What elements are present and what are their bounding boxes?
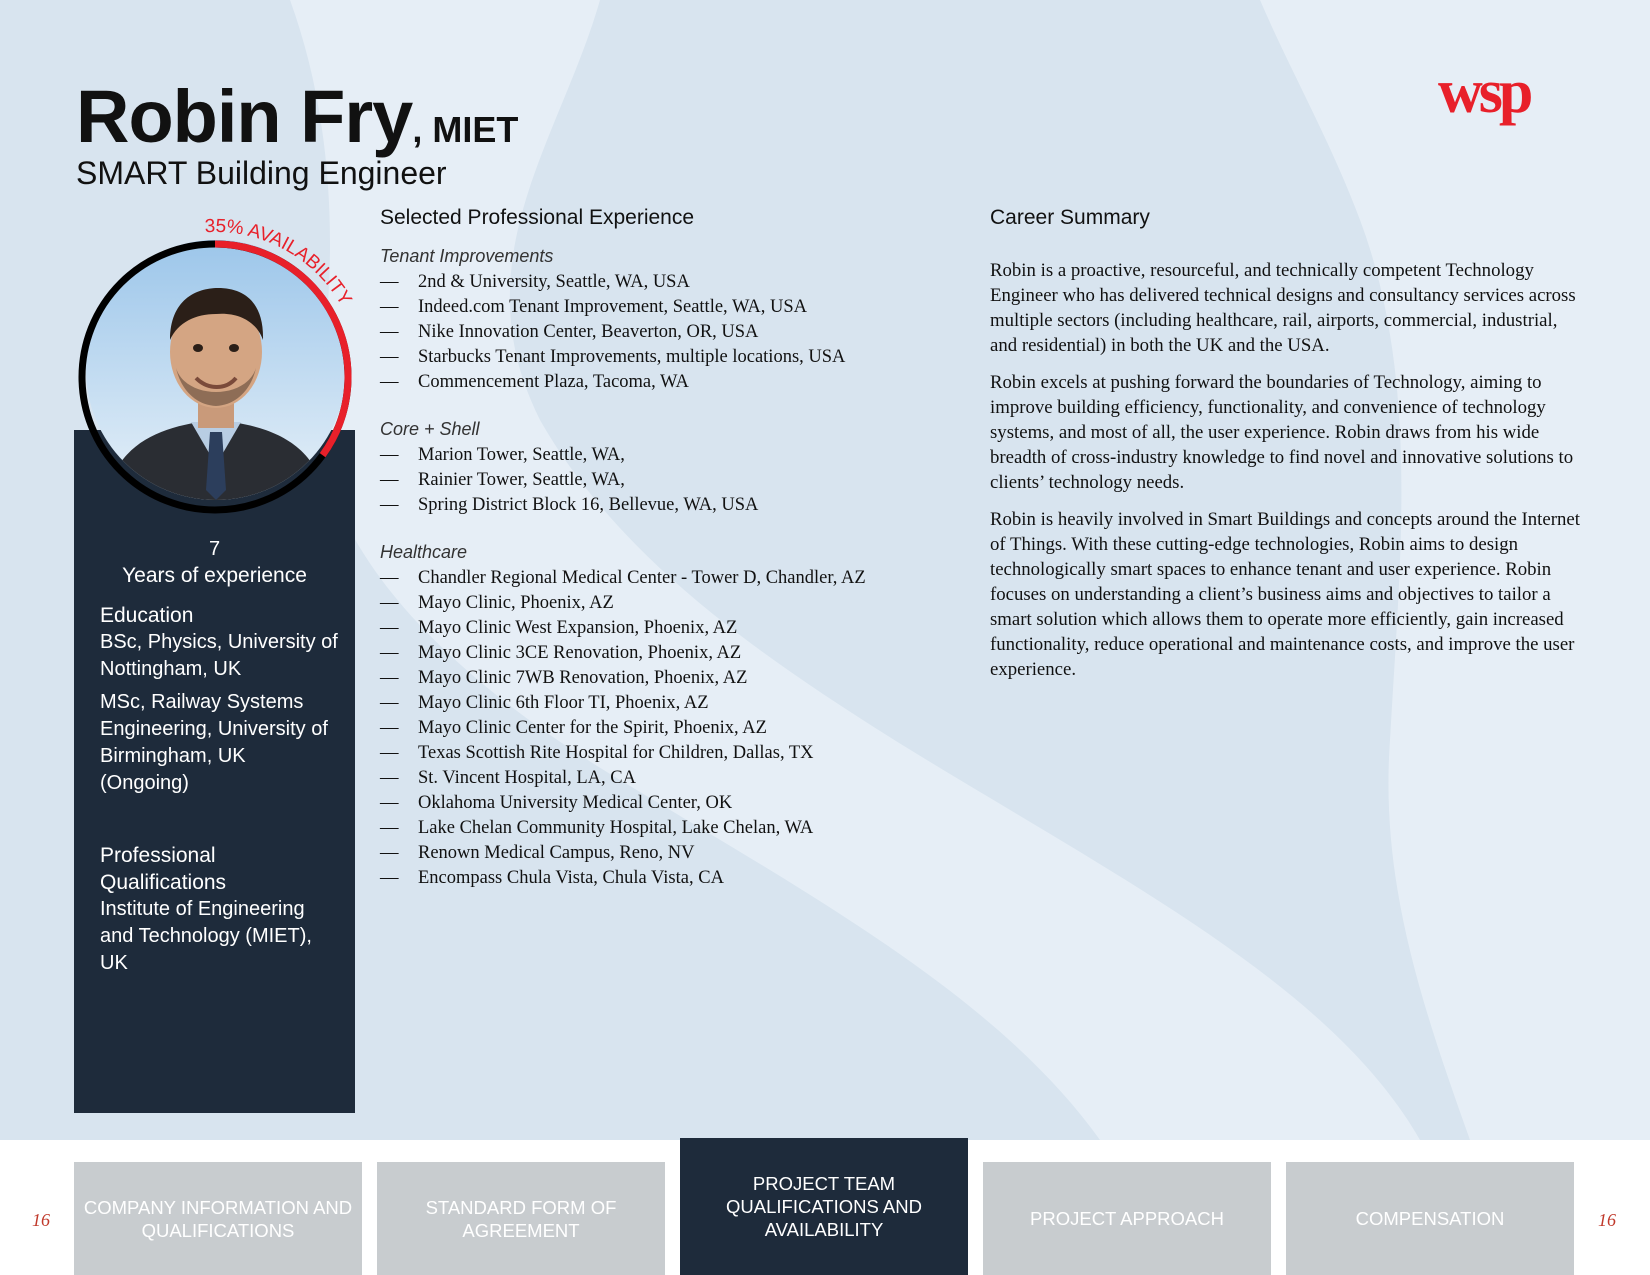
dash-bullet: — — [380, 495, 399, 515]
experience-item — [380, 641, 940, 666]
experience-item — [380, 370, 940, 395]
experience-item — [380, 468, 940, 493]
summary-paragraph: Robin is a proactive, resourceful, and technically competent Technology Engineer who has delivered technical designs and consultancy services across multiple sectors (including healthcare, rail, airports, commercial, industrial, and residential) in both the UK and the USA. — [990, 260, 1576, 356]
experience-section-title: Core + Shell — [380, 419, 480, 439]
experience-item — [380, 791, 940, 816]
experience-item-text: Oklahoma University Medical Center, OK — [418, 793, 733, 813]
experience-item — [380, 691, 940, 716]
tab-company-information[interactable]: COMPANY INFORMATION AND QUALIFICATIONS — [74, 1162, 362, 1275]
wsp-logo — [1438, 72, 1578, 142]
experience-item-text: Mayo Clinic Center for the Spirit, Phoenix, AZ — [418, 718, 767, 738]
experience-item — [380, 270, 940, 295]
tab-standard-form[interactable]: STANDARD FORM OF AGREEMENT — [377, 1162, 665, 1275]
experience-item-text: Starbucks Tenant Improvements, multiple locations, USA — [418, 347, 846, 367]
page-number-right: 16 — [1598, 1210, 1616, 1230]
dash-bullet: — — [380, 668, 399, 688]
experience-item-text: Lake Chelan Community Hospital, Lake Chelan, WA — [418, 818, 814, 838]
experience-item — [380, 741, 940, 766]
experience-item-text: Renown Medical Campus, Reno, NV — [418, 843, 695, 863]
page-number-left: 16 — [32, 1210, 50, 1230]
qualifications-block — [100, 842, 340, 977]
years-experience-value: 7 — [208, 538, 221, 560]
experience-item-text: Mayo Clinic West Expansion, Phoenix, AZ — [418, 618, 738, 638]
experience-item-text: Encompass Chula Vista, Chula Vista, CA — [418, 868, 724, 888]
experience-item-text: Mayo Clinic, Phoenix, AZ — [418, 593, 614, 613]
experience-list — [380, 244, 940, 913]
job-title: SMART Building Engineer — [76, 155, 447, 191]
experience-item-text: Mayo Clinic 7WB Renovation, Phoenix, AZ — [418, 668, 748, 688]
dash-bullet: — — [380, 347, 399, 367]
dash-bullet: — — [380, 593, 399, 613]
experience-item-text: Chandler Regional Medical Center - Tower D, Chandler, AZ — [418, 568, 866, 588]
dash-bullet: — — [380, 868, 399, 888]
experience-heading: Selected Professional Experience — [380, 206, 695, 229]
credential: , MIET — [412, 109, 519, 150]
qualification-item: Institute of Engineering and Technology (MIET), UK — [100, 898, 312, 974]
career-summary-heading: Career Summary — [990, 206, 1150, 229]
dash-bullet: — — [380, 470, 399, 490]
experience-item — [380, 841, 940, 866]
qualifications-heading: Professional Qualifications — [100, 844, 227, 894]
availability-ring — [60, 190, 390, 520]
tab-compensation[interactable]: COMPENSATION — [1286, 1162, 1574, 1275]
dash-bullet: — — [380, 372, 399, 392]
experience-item-text: Rainier Tower, Seattle, WA, — [418, 470, 625, 490]
dash-bullet: — — [380, 322, 399, 342]
experience-item — [380, 866, 940, 891]
svg-text:wsp: wsp — [1438, 72, 1530, 126]
experience-item-text: Mayo Clinic 6th Floor TI, Phoenix, AZ — [418, 693, 709, 713]
experience-section-list — [380, 566, 940, 891]
dash-bullet: — — [380, 693, 399, 713]
experience-item — [380, 716, 940, 741]
education-block — [100, 602, 340, 797]
experience-item — [380, 666, 940, 691]
summary-paragraph: Robin is heavily involved in Smart Buildings and concepts around the Internet of Things. With these cutting-edge technologies, Robin aims to design technologically smart spaces to enhance tenant and user experience. Robin focuses on understanding a client’s business aims and objectives to tailor a smart solution which allows them to operate more efficiently, gain increased functionality, reduce operational and maintenance costs, and improve the user experience. — [990, 509, 1580, 680]
experience-item-text: Texas Scottish Rite Hospital for Children, Dallas, TX — [418, 743, 814, 763]
experience-item-text: 2nd & University, Seattle, WA, USA — [418, 272, 690, 292]
dash-bullet: — — [380, 768, 399, 788]
experience-item-text: Mayo Clinic 3CE Renovation, Phoenix, AZ — [418, 643, 742, 663]
experience-section-list — [380, 270, 940, 395]
education-item: BSc, Physics, University of Nottingham, UK — [100, 631, 338, 680]
tab-project-approach[interactable]: PROJECT APPROACH — [983, 1162, 1271, 1275]
years-experience-label: Years of experience — [122, 564, 307, 587]
experience-section-title: Healthcare — [380, 542, 468, 562]
dash-bullet: — — [380, 843, 399, 863]
sidebar-panel — [74, 430, 355, 1113]
experience-item-text: Nike Innovation Center, Beaverton, OR, USA — [418, 322, 759, 342]
experience-item — [380, 320, 940, 345]
experience-item — [380, 443, 940, 468]
dash-bullet: — — [380, 743, 399, 763]
experience-item — [380, 591, 940, 616]
dash-bullet: — — [380, 297, 399, 317]
experience-item-text: St. Vincent Hospital, LA, CA — [418, 768, 636, 788]
experience-item — [380, 616, 940, 641]
career-summary — [990, 258, 1580, 694]
availability-label: 35% AVAILABILITY — [204, 215, 356, 310]
experience-item-text: Indeed.com Tenant Improvement, Seattle, WA, USA — [418, 297, 807, 317]
experience-item — [380, 566, 940, 591]
person-name: Robin Fry, MIET — [76, 75, 519, 158]
experience-item — [380, 295, 940, 320]
experience-item — [380, 766, 940, 791]
experience-item — [380, 493, 940, 518]
experience-section-title: Tenant Improvements — [380, 246, 554, 266]
dash-bullet: — — [380, 718, 399, 738]
summary-paragraph: Robin excels at pushing forward the boundaries of Technology, aiming to improve building efficiency, functionality, and convenience of technology systems, and most of all, the user experience. Robin draws from his wide breadth of cross-industry knowledge to find novel and innovative solutions to clients’ technology needs. — [990, 372, 1574, 493]
education-item: MSc, Railway Systems Engineering, University of Birmingham, UK (Ongoing) — [100, 691, 328, 794]
tab-project-team[interactable]: PROJECT TEAM QUALIFICATIONS AND AVAILABILITY — [680, 1138, 968, 1275]
experience-section-list — [380, 443, 940, 518]
experience-item-text: Spring District Block 16, Bellevue, WA, USA — [418, 495, 759, 515]
dash-bullet: — — [380, 793, 399, 813]
experience-item-text: Marion Tower, Seattle, WA, — [418, 445, 625, 465]
dash-bullet: — — [380, 568, 399, 588]
experience-item — [380, 816, 940, 841]
dash-bullet: — — [380, 643, 399, 663]
dash-bullet: — — [380, 445, 399, 465]
experience-item — [380, 345, 940, 370]
dash-bullet: — — [380, 818, 399, 838]
education-heading: Education — [100, 604, 194, 627]
experience-item-text: Commencement Plaza, Tacoma, WA — [418, 372, 689, 392]
dash-bullet: — — [380, 618, 399, 638]
dash-bullet: — — [380, 272, 399, 292]
